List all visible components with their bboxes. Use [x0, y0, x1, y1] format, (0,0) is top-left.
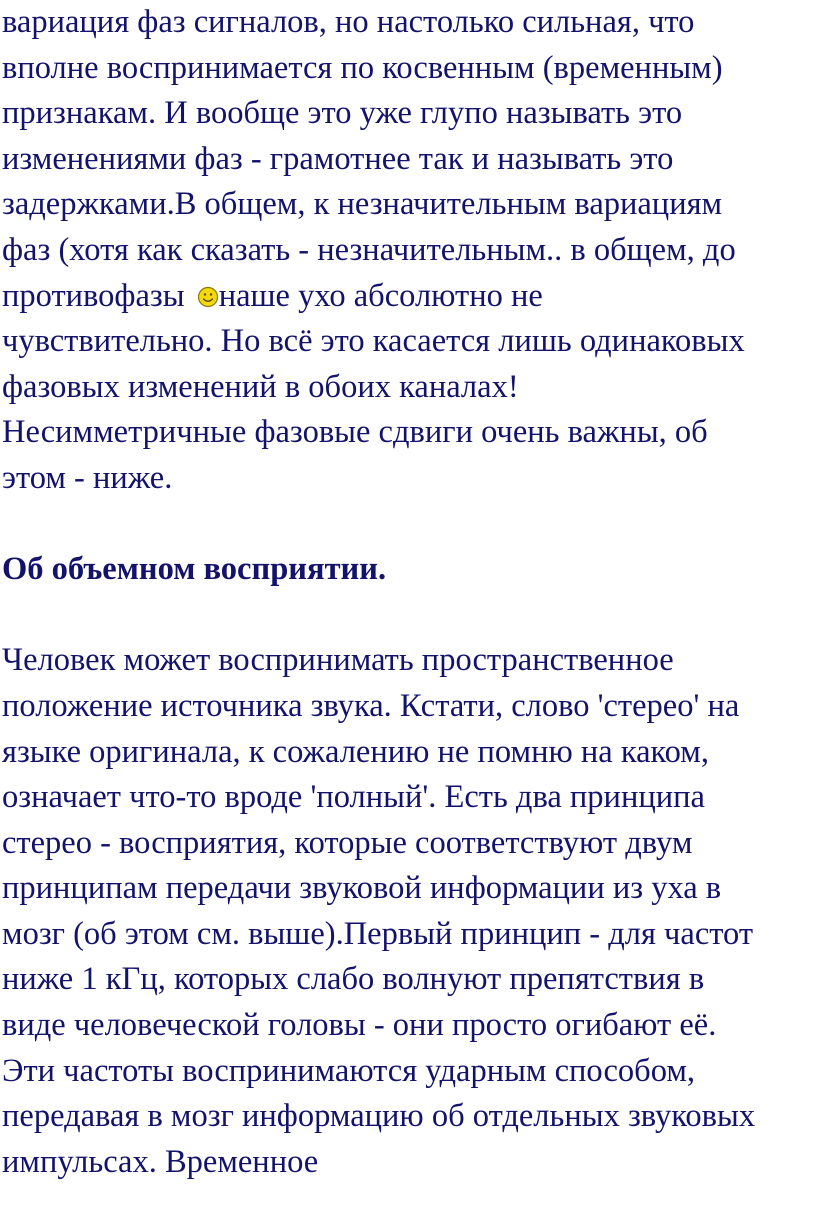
- text-line: вариация фаз сигналов, но настолько сильная, что: [2, 4, 695, 40]
- text-line: Человек может воспринимать пространственное: [2, 642, 674, 679]
- text-line: мозг (об этом см. выше).Первый принцип - для частот: [2, 915, 754, 952]
- text-line: признакам. И вообще это уже глупо называть это: [2, 95, 683, 132]
- text-line: фаз (хотя как сказать - незначительным.. в общем, до: [2, 231, 736, 268]
- text-line: языке оригинала, к сожалению не помню на каком,: [2, 733, 710, 770]
- section-heading: Об объемном восприятии.: [2, 551, 387, 588]
- text-line: стерео - восприятия, которые соответствуют двум: [2, 824, 693, 861]
- text-line: передавая в мозг информацию об отдельных звуковых: [2, 1098, 756, 1135]
- text-line: ниже 1 кГц, которых слабо волнуют препятствия в: [2, 961, 705, 998]
- text-line: Несимметричные фазовые сдвиги очень важны, об: [2, 414, 708, 451]
- paragraph-spacer: [2, 593, 816, 639]
- text-line: положение источника звука. Кстати, слово 'стерео' на: [2, 687, 740, 724]
- text-line: этом - ниже.: [2, 459, 173, 496]
- text-line: импульсах. Временное: [2, 1143, 319, 1180]
- text-line: виде человеческой головы - они просто огибают её.: [2, 1007, 717, 1044]
- text-line: фазовых изменений в обоих каналах!: [2, 368, 519, 405]
- text-line: задержками.В общем, к незначительным вариациям: [2, 186, 723, 223]
- text-fragment: наше ухо абсолютно не: [218, 277, 543, 314]
- text-line: означает что-то вроде 'полный'. Есть два принципа: [2, 779, 705, 816]
- text-line: принципам передачи звуковой информации из уха в: [2, 870, 722, 907]
- text-line-with-emoticon: [2, 274, 816, 320]
- text-line: Эти частоты воспринимаются ударным способом,: [2, 1052, 696, 1089]
- paragraph-spatial-perception: [2, 638, 816, 1185]
- text-fragment: противофазы: [2, 277, 185, 314]
- text-line: вполне воспринимается по косвенным (временным): [2, 49, 723, 86]
- text-line: чувствительно. Но всё это касается лишь одинаковых: [2, 323, 745, 360]
- text-line: изменениями фаз - грамотнее так и называть это: [2, 140, 674, 177]
- smiley-face-icon: [197, 276, 219, 298]
- paragraph-phase-variation: [2, 0, 816, 502]
- paragraph-spacer: [2, 502, 816, 548]
